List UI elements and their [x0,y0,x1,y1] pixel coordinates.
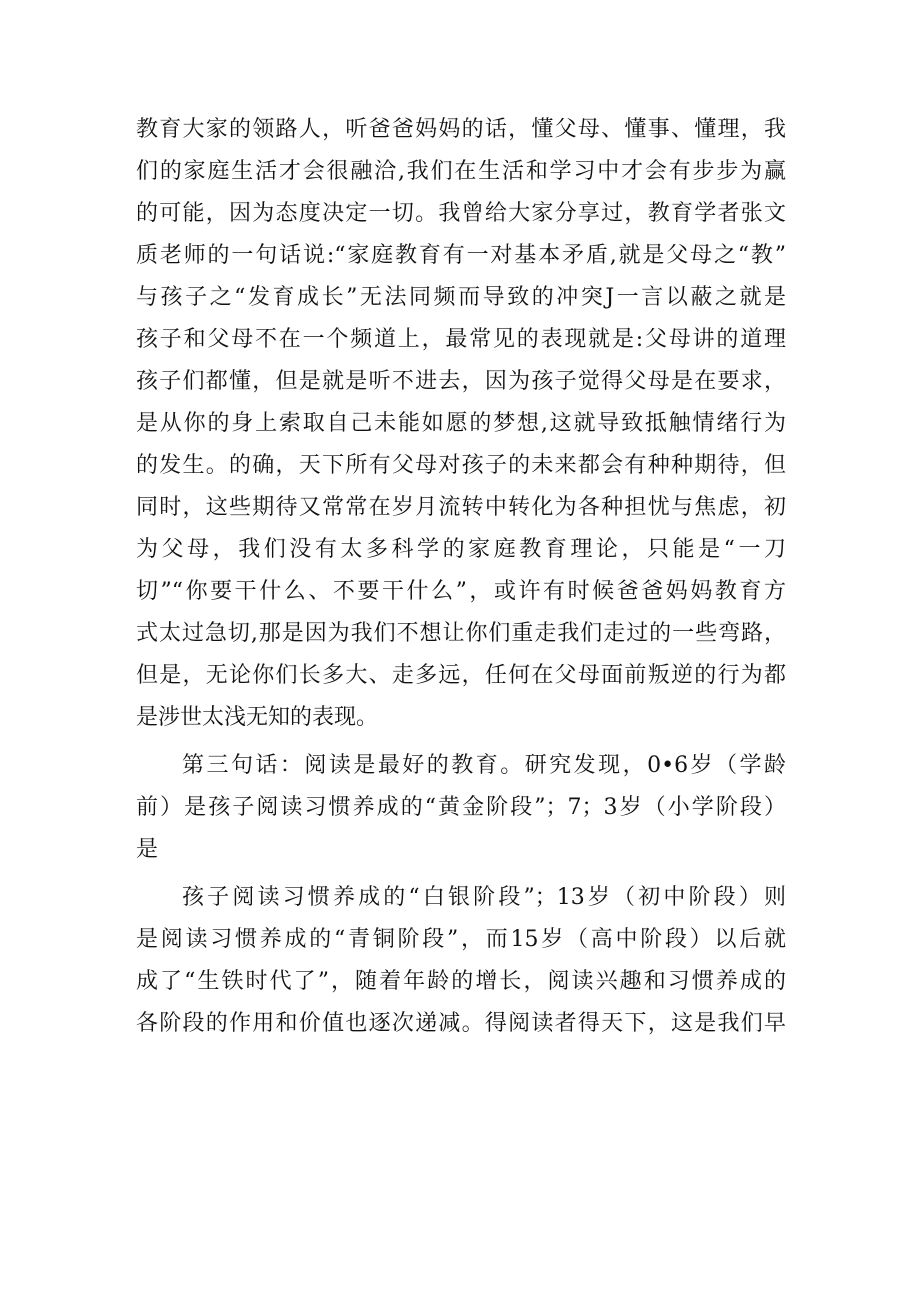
text-line: 是涉世太浅无知的表现。 [136,705,379,730]
text-line: 们的家庭生活才会很融洽,我们在生活和学习中才会有步步为赢 [136,159,786,184]
text-line: 质老师的一句话说:“家庭教育有一对基本矛盾,就是父母之“教” [136,243,786,268]
document-body [136,109,786,1045]
text-line: 教育大家的领路人，听爸爸妈妈的话，懂父母、懂事、懂理，我 [136,117,786,142]
text-line: 孩子和父母不在一个频道上，最常见的表现就是:父母讲的道理 [136,327,786,352]
paragraph-reading-education [136,745,786,871]
paragraph-parenting-attitude [136,109,786,739]
text-line: 孩子们都懂，但是就是听不进去，因为孩子觉得父母是在要求， [136,369,786,394]
text-line: 的发生。的确，天下所有父母对孩子的未来都会有种种期待，但 [136,453,786,478]
text-line: 的可能，因为态度决定一切。我曾给大家分享过，教育学者张文 [136,201,786,226]
text-line: 第三句话：阅读是最好的教育。研究发现，0•6岁（学龄 [182,753,786,778]
paragraph-reading-stages [136,877,786,1045]
text-line: 成了“生铁时代了”，随着年龄的增长，阅读兴趣和习惯养成的 [136,969,786,994]
text-line: 同时，这些期待又常常在岁月流转中转化为各种担忧与焦虑，初 [136,495,786,520]
text-line: 是阅读习惯养成的“青铜阶段”，而15岁（高中阶段）以后就 [136,927,786,952]
text-line: 为父母，我们没有太多科学的家庭教育理论，只能是“一刀 [136,537,786,562]
text-line: 式太过急切,那是因为我们不想让你们重走我们走过的一些弯路， [136,621,786,646]
text-line: 是从你的身上索取自己未能如愿的梦想,这就导致抵触情绪行为 [136,411,786,436]
text-line: 但是，无论你们长多大、走多远，任何在父母面前叛逆的行为都 [136,663,786,688]
text-line: 切”“你要干什么、不要干什么”，或许有时候爸爸妈妈教育方 [136,579,786,604]
text-line: 前）是孩子阅读习惯养成的“黄金阶段”；7；3岁（小学阶段） [136,795,786,820]
text-line: 是 [136,837,159,862]
text-line: 各阶段的作用和价值也逐次递减。得阅读者得天下，这是我们早 [136,1011,786,1036]
text-line: 与孩子之“发育成长”无法同频而导致的冲突J一言以蔽之就是 [136,285,786,310]
text-line: 孩子阅读习惯养成的“白银阶段”；13岁（初中阶段）则 [182,885,786,910]
